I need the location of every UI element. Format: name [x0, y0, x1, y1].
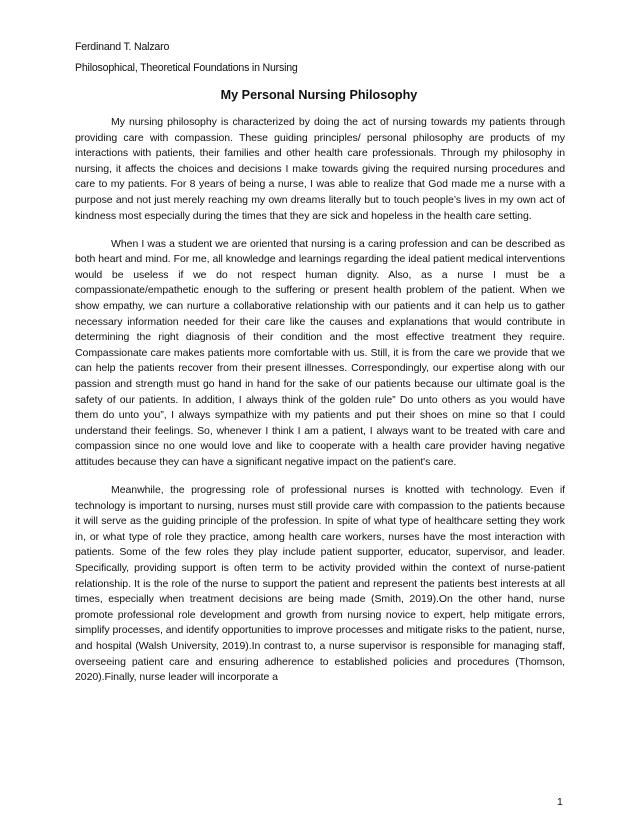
paragraph-2: When I was a student we are oriented that nursing is a caring profession and can be described as both heart and mind. For me, all knowledge and learnings regarding the ideal patient medical interventions would be useless if we do not respect human dignity. Also, as a nurse I must be a compassionate/empathetic enough to the suffering or present health problem of the patient. When we show empathy, we can nurture a collaborative relationship with our patients and it can help us to gather necessary information needed for their care like the causes and explanations that would contribute in determining the right diagnosis of their condition and the most effective treatment they require. Compassionate care makes patients more comfortable with us. Still, it is from the care we provide that we can help the patients recover from their present illnesses. Correspondingly, our expertise along with our passion and strength must go hand in hand for the sake of our patients because our ultimate goal is the safety of our patients. In addition, I always think of the golden rule” Do unto others as you would have them do unto you”, I always sympathize with my patients and put their shoes on mine so that I could understand their feelings. So, whenever I think I am a patient, I always want to be treated with care and compassion since no one would love and like to cooperate with a health care provider having negative attitudes because they can have a significant negative impact on the patient's care.	[75, 237, 565, 468]
paragraph-1: My nursing philosophy is characterized by doing the act of nursing towards my patients through providing care with compassion. These guiding principles/ personal philosophy are products of my interactions with patients, their families and other health care professionals. Through my philosophy in nursing, it affects the choices and decisions I make towards giving the required nursing procedures and care to my patients. For 8 years of being a nurse, I was able to realize that God made me a nurse with a purpose and not just merely reaching my own dreams literally but to touch people’s lives in my own act of kindness most especially during the times that they are sick and hopeless in the health care setting.	[75, 116, 565, 222]
page-title: My Personal Nursing Philosophy	[220, 88, 418, 102]
course-title: Philosophical, Theoretical Foundations in Nursing	[75, 62, 298, 74]
document-body	[75, 115, 565, 698]
paragraph-3: Meanwhile, the progressing role of professional nurses is knotted with technology. Even if technology is important to nursing, nurses must still provide care with compassion to the patients because it will serve as the guiding principle of the profession. In spite of what type of healthcare setting they work in, or what type of role they practice, among health care workers, nurses have the most interaction with patients. Some of the few roles they play include patient supporter, educator, supervisor, and leader. Specifically, providing support is often term to be activity provided within the context of nurse-patient relationship. It is the role of the nurse to support the patient and represent the patients best interests at all times, especially when treatment decisions are being made (Smith, 2019).On the other hand, nurse promote professional role development and growth from nursing novice to expert, help mitigate errors, simplify processes, and identify opportunities to improve processes and mitigate risks to the patient, nurse, and hospital (Walsh University, 2019).In contrast to, a nurse supervisor is responsible for managing staff, overseeing patient care and ensuring adherence to established policies and procedures (Thomson, 2020).Finally, nurse leader will incorporate a	[75, 484, 565, 684]
author-name: Ferdinand T. Nalzaro	[75, 41, 170, 53]
page-number: 1	[557, 796, 563, 808]
